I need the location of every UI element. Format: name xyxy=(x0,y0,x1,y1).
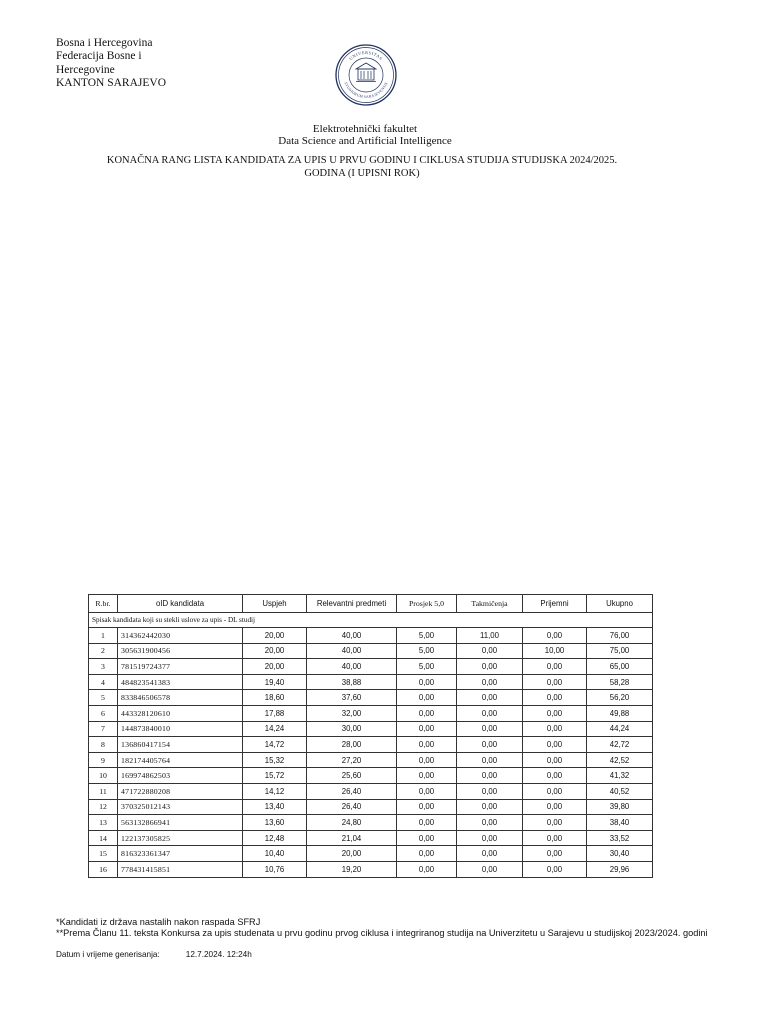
cell-competitions: 0,00 xyxy=(457,705,523,721)
cell-uspjeh: 13,40 xyxy=(243,799,307,815)
cell-relevant-subjects: 25,60 xyxy=(307,768,397,784)
table-row xyxy=(89,768,653,784)
cell-uspjeh: 10,76 xyxy=(243,861,307,877)
cell-oid: 833846506578 xyxy=(118,690,243,706)
cell-uspjeh: 14,12 xyxy=(243,783,307,799)
footnote-1: *Kandidati iz država nastalih nakon raspada SFRJ xyxy=(56,917,261,927)
table-row xyxy=(89,690,653,706)
cell-entrance-exam: 0,00 xyxy=(523,721,587,737)
cell-rank: 3 xyxy=(89,659,118,675)
cell-rank: 7 xyxy=(89,721,118,737)
cell-rank: 1 xyxy=(89,628,118,644)
group-row xyxy=(89,613,653,628)
cell-uspjeh: 13,60 xyxy=(243,815,307,831)
cell-relevant-subjects: 40,00 xyxy=(307,628,397,644)
cell-oid: 305631900456 xyxy=(118,643,243,659)
cell-rank: 10 xyxy=(89,768,118,784)
cell-relevant-subjects: 26,40 xyxy=(307,783,397,799)
cell-total: 49,88 xyxy=(587,705,653,721)
cell-uspjeh: 15,72 xyxy=(243,768,307,784)
cell-entrance-exam: 0,00 xyxy=(523,846,587,862)
cell-competitions: 0,00 xyxy=(457,690,523,706)
cell-entrance-exam: 0,00 xyxy=(523,783,587,799)
faculty-name: Elektrotehnički fakultet xyxy=(312,123,418,135)
cell-rank: 12 xyxy=(89,799,118,815)
table-row xyxy=(89,721,653,737)
cell-relevant-subjects: 27,20 xyxy=(307,752,397,768)
table-row xyxy=(89,861,653,877)
issuer-block xyxy=(56,37,186,91)
cell-oid: 563132866941 xyxy=(118,815,243,831)
cell-competitions: 0,00 xyxy=(457,674,523,690)
cell-competitions: 0,00 xyxy=(457,861,523,877)
cell-total: 40,52 xyxy=(587,783,653,799)
cell-oid: 778431415851 xyxy=(118,861,243,877)
cell-rank: 5 xyxy=(89,690,118,706)
cell-total: 29,96 xyxy=(587,861,653,877)
column-header-rank: R.br. xyxy=(89,595,118,613)
generation-timestamp: 12.7.2024. 12:24h xyxy=(185,950,252,959)
cell-rank: 13 xyxy=(89,815,118,831)
table-row xyxy=(89,737,653,753)
cell-competitions: 0,00 xyxy=(457,830,523,846)
cell-relevant-subjects: 28,00 xyxy=(307,737,397,753)
cell-oid: 816323361347 xyxy=(118,846,243,862)
document-title-line1: KONAČNA RANG LISTA KANDIDATA ZA UPIS U PRVU GODINU I CIKLUSA STUDIJA STUDIJSKA 2024/2025. xyxy=(106,155,618,166)
cell-relevant-subjects: 37,60 xyxy=(307,690,397,706)
cell-oid: 443328120610 xyxy=(118,705,243,721)
cell-entrance-exam: 10,00 xyxy=(523,643,587,659)
cell-total: 65,00 xyxy=(587,659,653,675)
cell-relevant-subjects: 40,00 xyxy=(307,659,397,675)
cell-rank: 14 xyxy=(89,830,118,846)
cell-average: 5,00 xyxy=(397,659,457,675)
cell-oid: 136860417154 xyxy=(118,737,243,753)
table-row xyxy=(89,643,653,659)
cell-relevant-subjects: 26,40 xyxy=(307,799,397,815)
cell-oid: 781519724377 xyxy=(118,659,243,675)
cell-competitions: 0,00 xyxy=(457,768,523,784)
cell-entrance-exam: 0,00 xyxy=(523,705,587,721)
document-title-line2: GODINA (I UPISNI ROK) xyxy=(304,168,420,179)
cell-uspjeh: 10,40 xyxy=(243,846,307,862)
cell-entrance-exam: 0,00 xyxy=(523,690,587,706)
cell-competitions: 0,00 xyxy=(457,815,523,831)
cell-average: 0,00 xyxy=(397,815,457,831)
cell-entrance-exam: 0,00 xyxy=(523,830,587,846)
cell-total: 42,52 xyxy=(587,752,653,768)
cell-oid: 169974862503 xyxy=(118,768,243,784)
cell-uspjeh: 20,00 xyxy=(243,643,307,659)
cell-entrance-exam: 0,00 xyxy=(523,799,587,815)
cell-uspjeh: 18,60 xyxy=(243,690,307,706)
cell-average: 0,00 xyxy=(397,768,457,784)
cell-uspjeh: 14,72 xyxy=(243,737,307,753)
cell-uspjeh: 20,00 xyxy=(243,628,307,644)
cell-entrance-exam: 0,00 xyxy=(523,768,587,784)
cell-oid: 370325012143 xyxy=(118,799,243,815)
svg-text:STUDIORUM SARAJEVENSIS: STUDIORUM SARAJEVENSIS xyxy=(343,81,389,100)
column-header-entrance-exam: Prijemni xyxy=(523,595,587,613)
cell-average: 0,00 xyxy=(397,721,457,737)
cell-rank: 6 xyxy=(89,705,118,721)
cell-relevant-subjects: 40,00 xyxy=(307,643,397,659)
generation-label: Datum i vrijeme generisanja: xyxy=(56,950,160,959)
cell-rank: 2 xyxy=(89,643,118,659)
column-header-uspjeh: Uspjeh xyxy=(243,595,307,613)
cell-uspjeh: 12,48 xyxy=(243,830,307,846)
cell-relevant-subjects: 19,20 xyxy=(307,861,397,877)
cell-oid: 122137305825 xyxy=(118,830,243,846)
column-header-relevant-subjects: Relevantni predmeti xyxy=(307,595,397,613)
column-header-competitions: Takmičenja xyxy=(457,595,523,613)
cell-total: 42,72 xyxy=(587,737,653,753)
cell-uspjeh: 14,24 xyxy=(243,721,307,737)
table-row xyxy=(89,752,653,768)
cell-oid: 314362442030 xyxy=(118,628,243,644)
cell-average: 0,00 xyxy=(397,830,457,846)
table-row xyxy=(89,628,653,644)
cell-average: 0,00 xyxy=(397,690,457,706)
cell-competitions: 0,00 xyxy=(457,752,523,768)
cell-oid: 144873840010 xyxy=(118,721,243,737)
cell-average: 0,00 xyxy=(397,846,457,862)
cell-relevant-subjects: 21,04 xyxy=(307,830,397,846)
cell-total: 56,20 xyxy=(587,690,653,706)
cell-competitions: 0,00 xyxy=(457,846,523,862)
cell-total: 33,52 xyxy=(587,830,653,846)
country-name: Bosna i Hercegovina xyxy=(56,37,153,49)
table-row xyxy=(89,659,653,675)
document-title xyxy=(86,154,638,180)
cell-oid: 471722880208 xyxy=(118,783,243,799)
cell-total: 41,32 xyxy=(587,768,653,784)
cell-total: 44,24 xyxy=(587,721,653,737)
footnote-2: **Prema Članu 11. teksta Konkursa za upis studenata u prvu godinu prvog ciklusa i integriranog studija na Univerzitetu u Sarajevu u studijskoj 2023/2024. godini xyxy=(56,927,708,938)
cell-average: 5,00 xyxy=(397,643,457,659)
table-row xyxy=(89,815,653,831)
cell-average: 5,00 xyxy=(397,628,457,644)
cell-relevant-subjects: 32,00 xyxy=(307,705,397,721)
column-header-average: Prosjek 5,0 xyxy=(397,595,457,613)
cell-competitions: 0,00 xyxy=(457,659,523,675)
table-row xyxy=(89,799,653,815)
cell-average: 0,00 xyxy=(397,861,457,877)
cell-total: 30,40 xyxy=(587,846,653,862)
university-seal-icon xyxy=(335,44,397,106)
cell-average: 0,00 xyxy=(397,783,457,799)
cell-entrance-exam: 0,00 xyxy=(523,861,587,877)
cell-entrance-exam: 0,00 xyxy=(523,628,587,644)
cell-competitions: 0,00 xyxy=(457,643,523,659)
cell-rank: 4 xyxy=(89,674,118,690)
cell-rank: 15 xyxy=(89,846,118,862)
cell-average: 0,00 xyxy=(397,705,457,721)
cell-entrance-exam: 0,00 xyxy=(523,752,587,768)
cell-average: 0,00 xyxy=(397,674,457,690)
cell-relevant-subjects: 20,00 xyxy=(307,846,397,862)
cell-uspjeh: 15,32 xyxy=(243,752,307,768)
study-program-name: Data Science and Artificial Intelligence xyxy=(278,135,452,147)
cell-average: 0,00 xyxy=(397,737,457,753)
federation-name-line1: Federacija Bosne i xyxy=(56,50,142,63)
cell-rank: 8 xyxy=(89,737,118,753)
cell-average: 0,00 xyxy=(397,752,457,768)
cell-rank: 16 xyxy=(89,861,118,877)
cell-competitions: 0,00 xyxy=(457,783,523,799)
table-row xyxy=(89,783,653,799)
cell-competitions: 0,00 xyxy=(457,721,523,737)
cell-average: 0,00 xyxy=(397,799,457,815)
column-header-oid: oID kandidata xyxy=(118,595,243,613)
cell-entrance-exam: 0,00 xyxy=(523,659,587,675)
cell-rank: 11 xyxy=(89,783,118,799)
cell-total: 38,40 xyxy=(587,815,653,831)
cell-oid: 182174405764 xyxy=(118,752,243,768)
cell-competitions: 0,00 xyxy=(457,737,523,753)
column-header-total: Ukupno xyxy=(587,595,653,613)
cell-relevant-subjects: 30,00 xyxy=(307,721,397,737)
table-header-row xyxy=(89,595,653,613)
cell-total: 75,00 xyxy=(587,643,653,659)
table-row xyxy=(89,705,653,721)
cell-entrance-exam: 0,00 xyxy=(523,674,587,690)
cell-total: 76,00 xyxy=(587,628,653,644)
cell-entrance-exam: 0,00 xyxy=(523,737,587,753)
table-row xyxy=(89,830,653,846)
footnotes xyxy=(56,917,708,938)
cell-relevant-subjects: 24,80 xyxy=(307,815,397,831)
table-row xyxy=(89,674,653,690)
cell-total: 58,28 xyxy=(587,674,653,690)
cell-total: 39,80 xyxy=(587,799,653,815)
cell-uspjeh: 20,00 xyxy=(243,659,307,675)
group-label: Spisak kandidata koji su stekli uslove za upis - DL studij xyxy=(89,613,653,628)
table-row xyxy=(89,846,653,862)
svg-text:UNIVERSITAS: UNIVERSITAS xyxy=(348,49,384,62)
cell-entrance-exam: 0,00 xyxy=(523,815,587,831)
cell-oid: 484823541383 xyxy=(118,674,243,690)
federation-name-line2: Hercegovine xyxy=(56,63,115,76)
cell-competitions: 0,00 xyxy=(457,799,523,815)
canton-name: KANTON SARAJEVO xyxy=(56,77,167,90)
ranking-table xyxy=(88,594,653,878)
cell-competitions: 11,00 xyxy=(457,628,523,644)
generation-info xyxy=(56,950,252,959)
cell-rank: 9 xyxy=(89,752,118,768)
cell-uspjeh: 17,88 xyxy=(243,705,307,721)
cell-relevant-subjects: 38,88 xyxy=(307,674,397,690)
cell-uspjeh: 19,40 xyxy=(243,674,307,690)
